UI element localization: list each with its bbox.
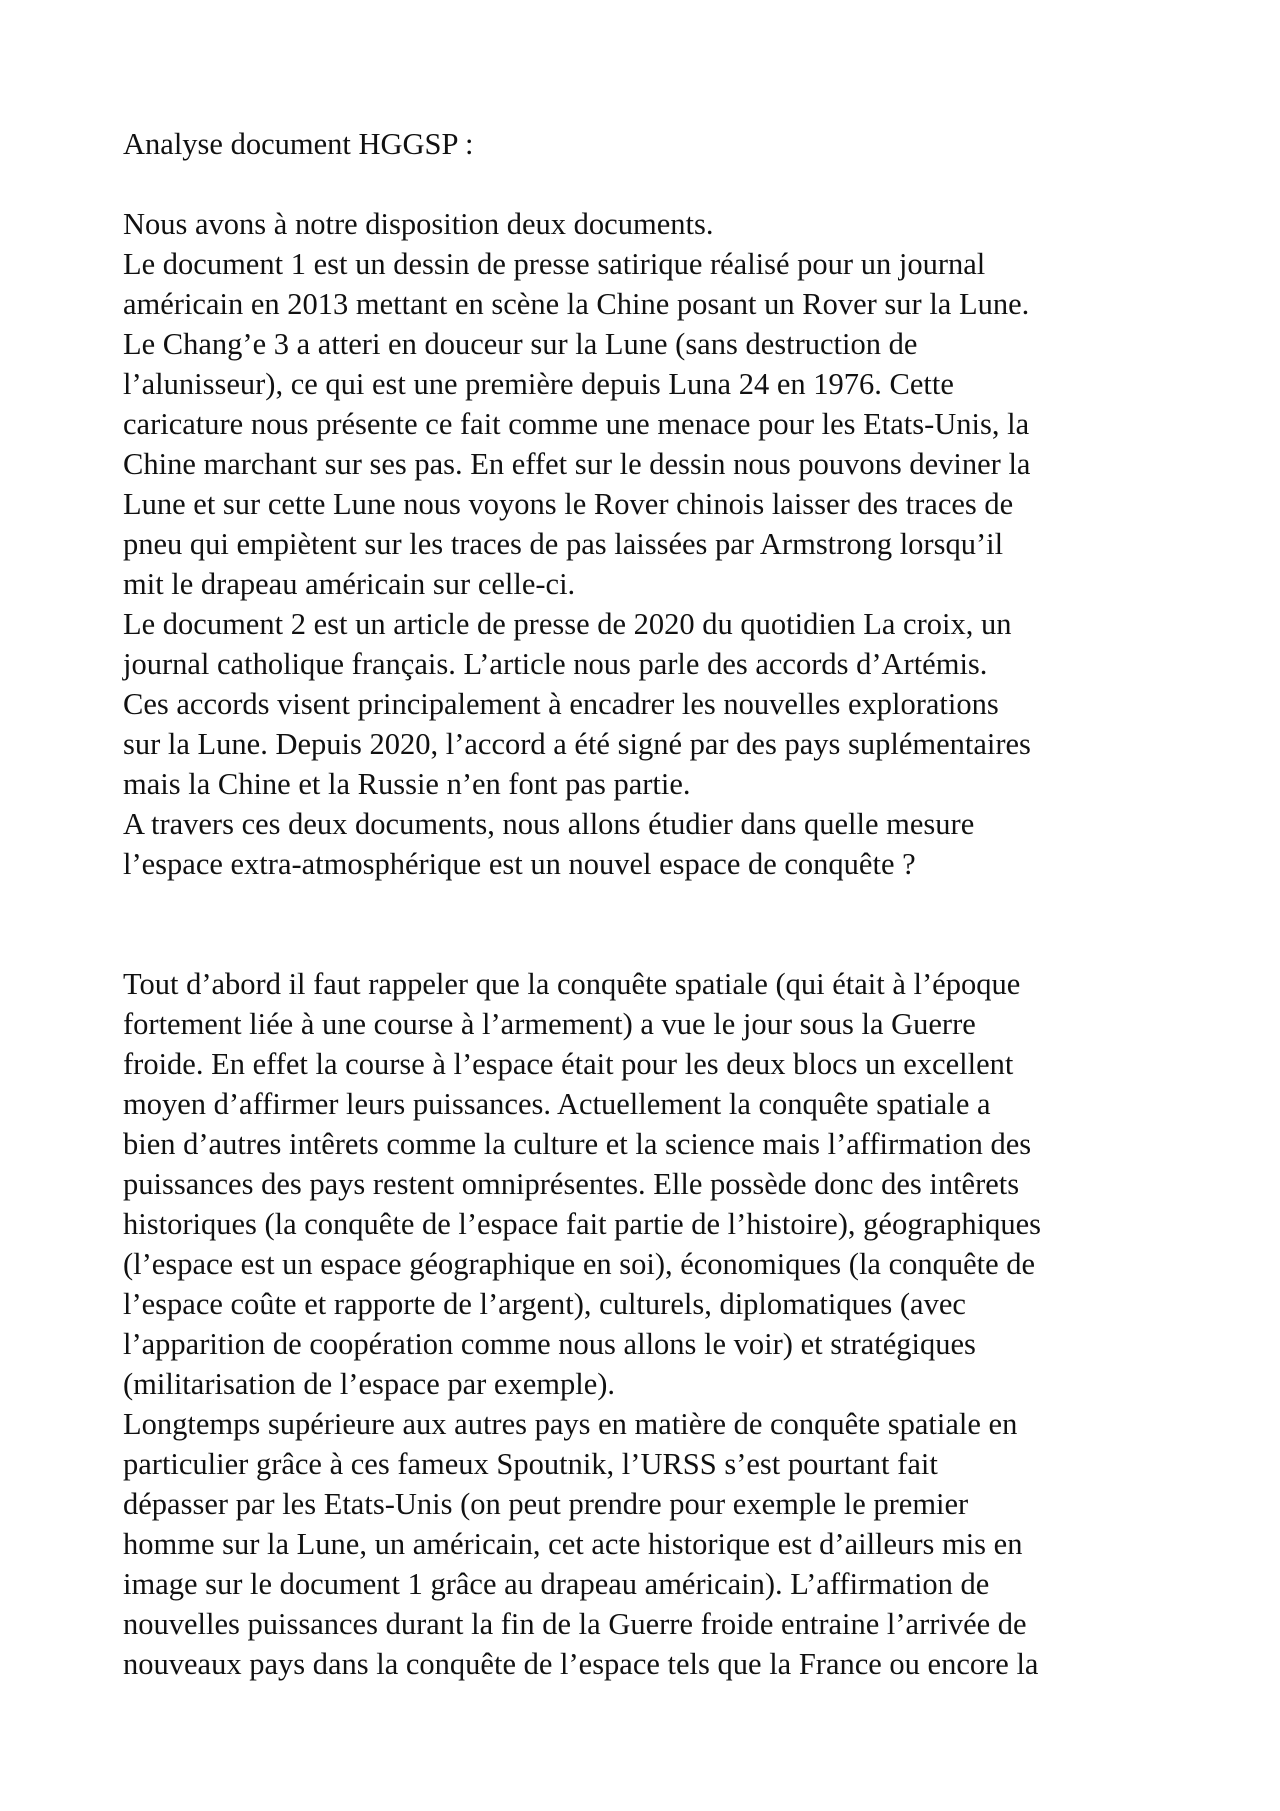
text-line: l’alunisseur), ce qui est une première depuis Luna 24 en 1976. Cette [123,367,954,401]
text-line: bien d’autres intêrets comme la culture et la science mais l’affirmation des [123,1127,1032,1161]
body-paragraphs [123,964,1183,1684]
text-line: caricature nous présente ce fait comme une menace pour les Etats-Unis, la [123,407,1030,441]
text-line: mais la Chine et la Russie n’en font pas partie. [123,767,691,801]
text-line: américain en 2013 mettant en scène la Chine posant un Rover sur la Lune. [123,287,1030,321]
text-line: Lune et sur cette Lune nous voyons le Rover chinois laisser des traces de [123,487,1014,521]
text-line: Longtemps supérieure aux autres pays en matière de conquête spatiale en [123,1407,1018,1441]
text-line: (militarisation de l’espace par exemple). [123,1367,616,1401]
text-line: image sur le document 1 grâce au drapeau américain). L’affirmation de [123,1567,990,1601]
text-line: Le document 1 est un dessin de presse satirique réalisé pour un journal [123,247,986,281]
text-line: Tout d’abord il faut rappeler que la conquête spatiale (qui était à l’époque [123,967,1021,1001]
text-line: moyen d’affirmer leurs puissances. Actuellement la conquête spatiale a [123,1087,991,1121]
text-line: puissances des pays restent omniprésentes. Elle possède donc des intêrets [123,1167,1020,1201]
text-line: A travers ces deux documents, nous allons étudier dans quelle mesure [123,807,975,841]
text-line: Le document 2 est un article de presse de 2020 du quotidien La croix, un [123,607,1012,641]
text-line: Ces accords visent principalement à encadrer les nouvelles explorations [123,687,999,721]
text-line: froide. En effet la course à l’espace était pour les deux blocs un excellent [123,1047,1014,1081]
text-line: journal catholique français. L’article nous parle des accords d’Artémis. [123,647,988,681]
text-line: pneu qui empiètent sur les traces de pas laissées par Armstrong lorsqu’il [123,527,1004,561]
text-line: l’espace extra-atmosphérique est un nouvel espace de conquête ? [123,847,916,881]
text-line: particulier grâce à ces fameux Spoutnik, l’URSS s’est pourtant fait [123,1447,938,1481]
text-line: sur la Lune. Depuis 2020, l’accord a été signé par des pays suplémentaires [123,727,1031,761]
intro-paragraphs [123,204,1183,884]
text-line: nouveaux pays dans la conquête de l’espace tels que la France ou encore la [123,1647,1039,1681]
text-line: historiques (la conquête de l’espace fait partie de l’histoire), géographiques [123,1207,1042,1241]
document-text [123,124,1183,1684]
document-title: Analyse document HGGSP : [123,127,474,161]
text-line: Le Chang’e 3 a atteri en douceur sur la Lune (sans destruction de [123,327,918,361]
text-line: l’espace coûte et rapporte de l’argent), culturels, diplomatiques (avec [123,1287,966,1321]
blank-line [123,164,1183,204]
text-line: Chine marchant sur ses pas. En effet sur le dessin nous pouvons deviner la [123,447,1031,481]
text-line: nouvelles puissances durant la fin de la Guerre froide entraine l’arrivée de [123,1607,1027,1641]
text-line: Nous avons à notre disposition deux documents. [123,207,714,241]
text-line: fortement liée à une course à l’armement) a vue le jour sous la Guerre [123,1007,976,1041]
text-line: (l’espace est un espace géographique en soi), économiques (la conquête de [123,1247,1036,1281]
text-line: l’apparition de coopération comme nous allons le voir) et stratégiques [123,1327,976,1361]
text-line: mit le drapeau américain sur celle-ci. [123,567,576,601]
text-line: dépasser par les Etats-Unis (on peut prendre pour exemple le premier [123,1487,969,1521]
text-line: homme sur la Lune, un américain, cet acte historique est d’ailleurs mis en [123,1527,1023,1561]
blank-lines [123,884,1183,964]
